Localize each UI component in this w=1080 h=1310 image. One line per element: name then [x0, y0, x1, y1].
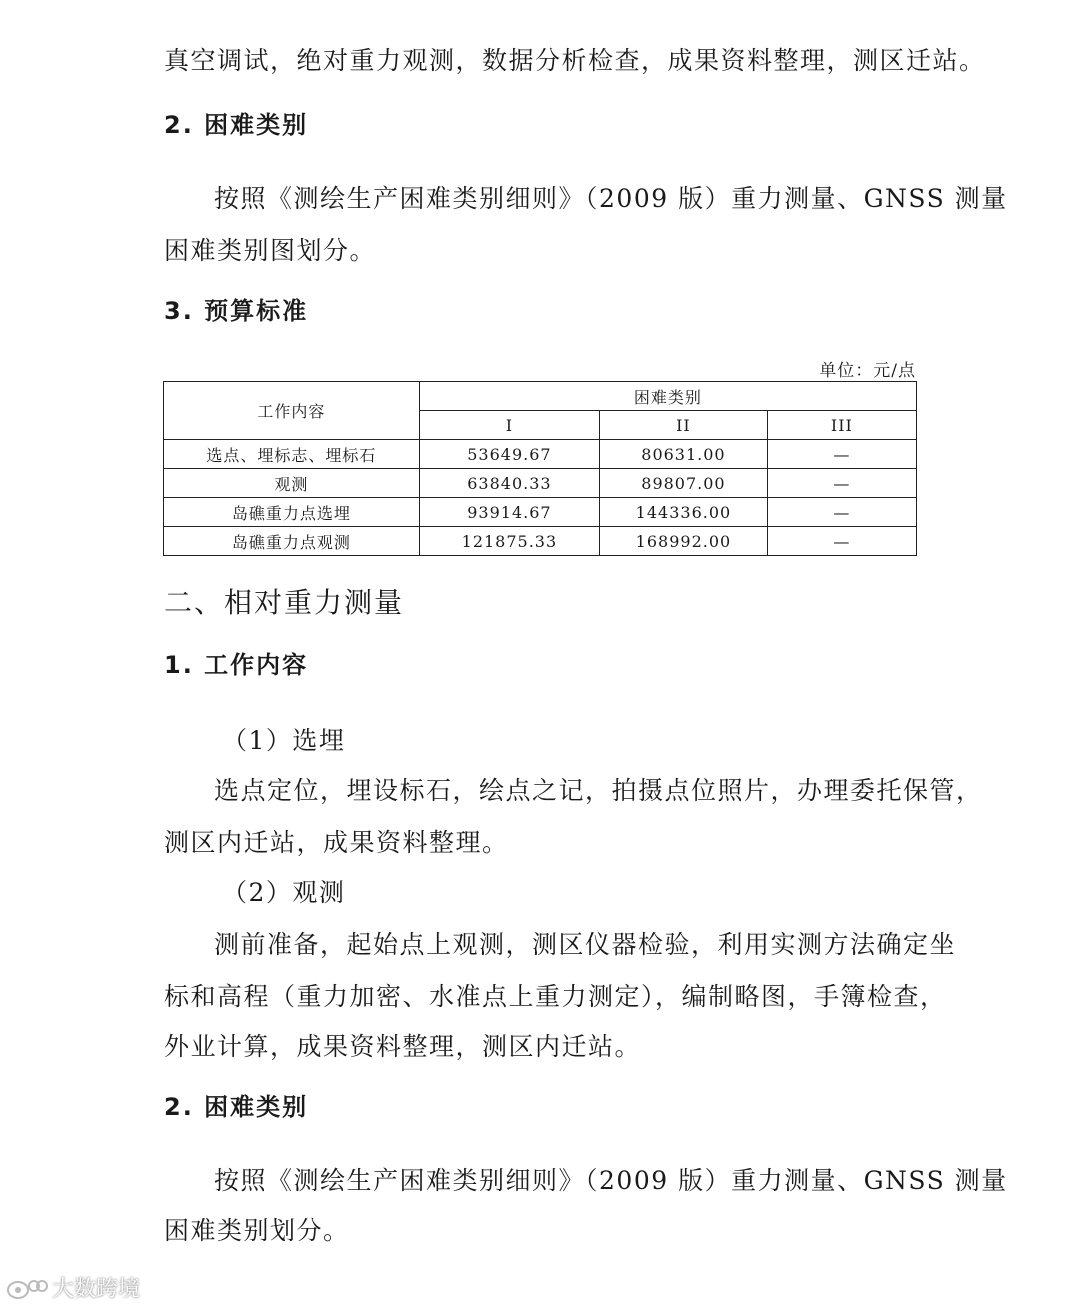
row-value-1: 63840.33 — [419, 469, 599, 498]
paragraph-line: 选点定位，埋设标石，绘点之记，拍摄点位照片，办理委托保管， — [214, 776, 983, 805]
header-level-2: II — [600, 411, 768, 440]
row-value-3: — — [767, 527, 916, 556]
paragraph-line: 按照《测绘生产困难类别细则》（2009 版）重力测量、GNSS 测量 — [214, 184, 1008, 213]
watermark — [4, 1272, 140, 1303]
row-item: 岛礁重力点选埋 — [164, 498, 420, 527]
table-row — [164, 440, 917, 469]
heading-difficulty-2: 2. 困难类别 — [164, 1093, 309, 1121]
paragraph-line: 标和高程（重力加密、水准点上重力测定），编制略图，手簿检查， — [164, 982, 947, 1011]
row-item: 选点、埋标志、埋标石 — [164, 440, 420, 469]
budget-table — [163, 381, 917, 556]
row-value-1: 93914.67 — [419, 498, 599, 527]
row-value-3: — — [767, 469, 916, 498]
row-value-1: 53649.67 — [419, 440, 599, 469]
paragraph-line: 困难类别划分。 — [164, 1216, 350, 1245]
section-title: 二、相对重力测量 — [164, 586, 405, 619]
table-row — [164, 498, 917, 527]
unit-label: 单位：元/点 — [819, 361, 916, 381]
row-value-3: — — [767, 440, 916, 469]
paragraph-line: 真空调试，绝对重力观测，数据分析检查，成果资料整理，测区迁站。 — [164, 46, 986, 75]
subheading-selection: （1）选埋 — [222, 726, 346, 755]
paragraph-line: 外业计算，成果资料整理，测区内迁站。 — [164, 1032, 642, 1061]
watermark-text: 大数跨境 — [52, 1277, 141, 1302]
heading-difficulty: 2. 困难类别 — [164, 111, 309, 139]
header-work-content: 工作内容 — [164, 382, 420, 440]
row-item: 岛礁重力点观测 — [164, 527, 420, 556]
row-item: 观测 — [164, 469, 420, 498]
row-value-2: 80631.00 — [600, 440, 768, 469]
weibo-logo-icon — [4, 1274, 48, 1302]
row-value-2: 168992.00 — [600, 527, 768, 556]
heading-budget: 3. 预算标准 — [164, 297, 309, 325]
paragraph-line: 测前准备，起始点上观测，测区仪器检验，利用实测方法确定坐 — [214, 930, 957, 959]
heading-work-content: 1. 工作内容 — [164, 651, 309, 679]
row-value-3: — — [767, 498, 916, 527]
paragraph-line: 按照《测绘生产困难类别细则》（2009 版）重力测量、GNSS 测量 — [214, 1166, 1008, 1195]
row-value-1: 121875.33 — [419, 527, 599, 556]
header-difficulty: 困难类别 — [419, 382, 916, 411]
row-value-2: 89807.00 — [600, 469, 768, 498]
table-row — [164, 527, 917, 556]
paragraph-line: 困难类别图划分。 — [164, 236, 377, 265]
header-level-1: I — [419, 411, 599, 440]
paragraph-line: 测区内迁站，成果资料整理。 — [164, 828, 509, 857]
subheading-observation: （2）观测 — [222, 878, 346, 907]
table-row — [164, 469, 917, 498]
row-value-2: 144336.00 — [600, 498, 768, 527]
header-level-3: III — [767, 411, 916, 440]
